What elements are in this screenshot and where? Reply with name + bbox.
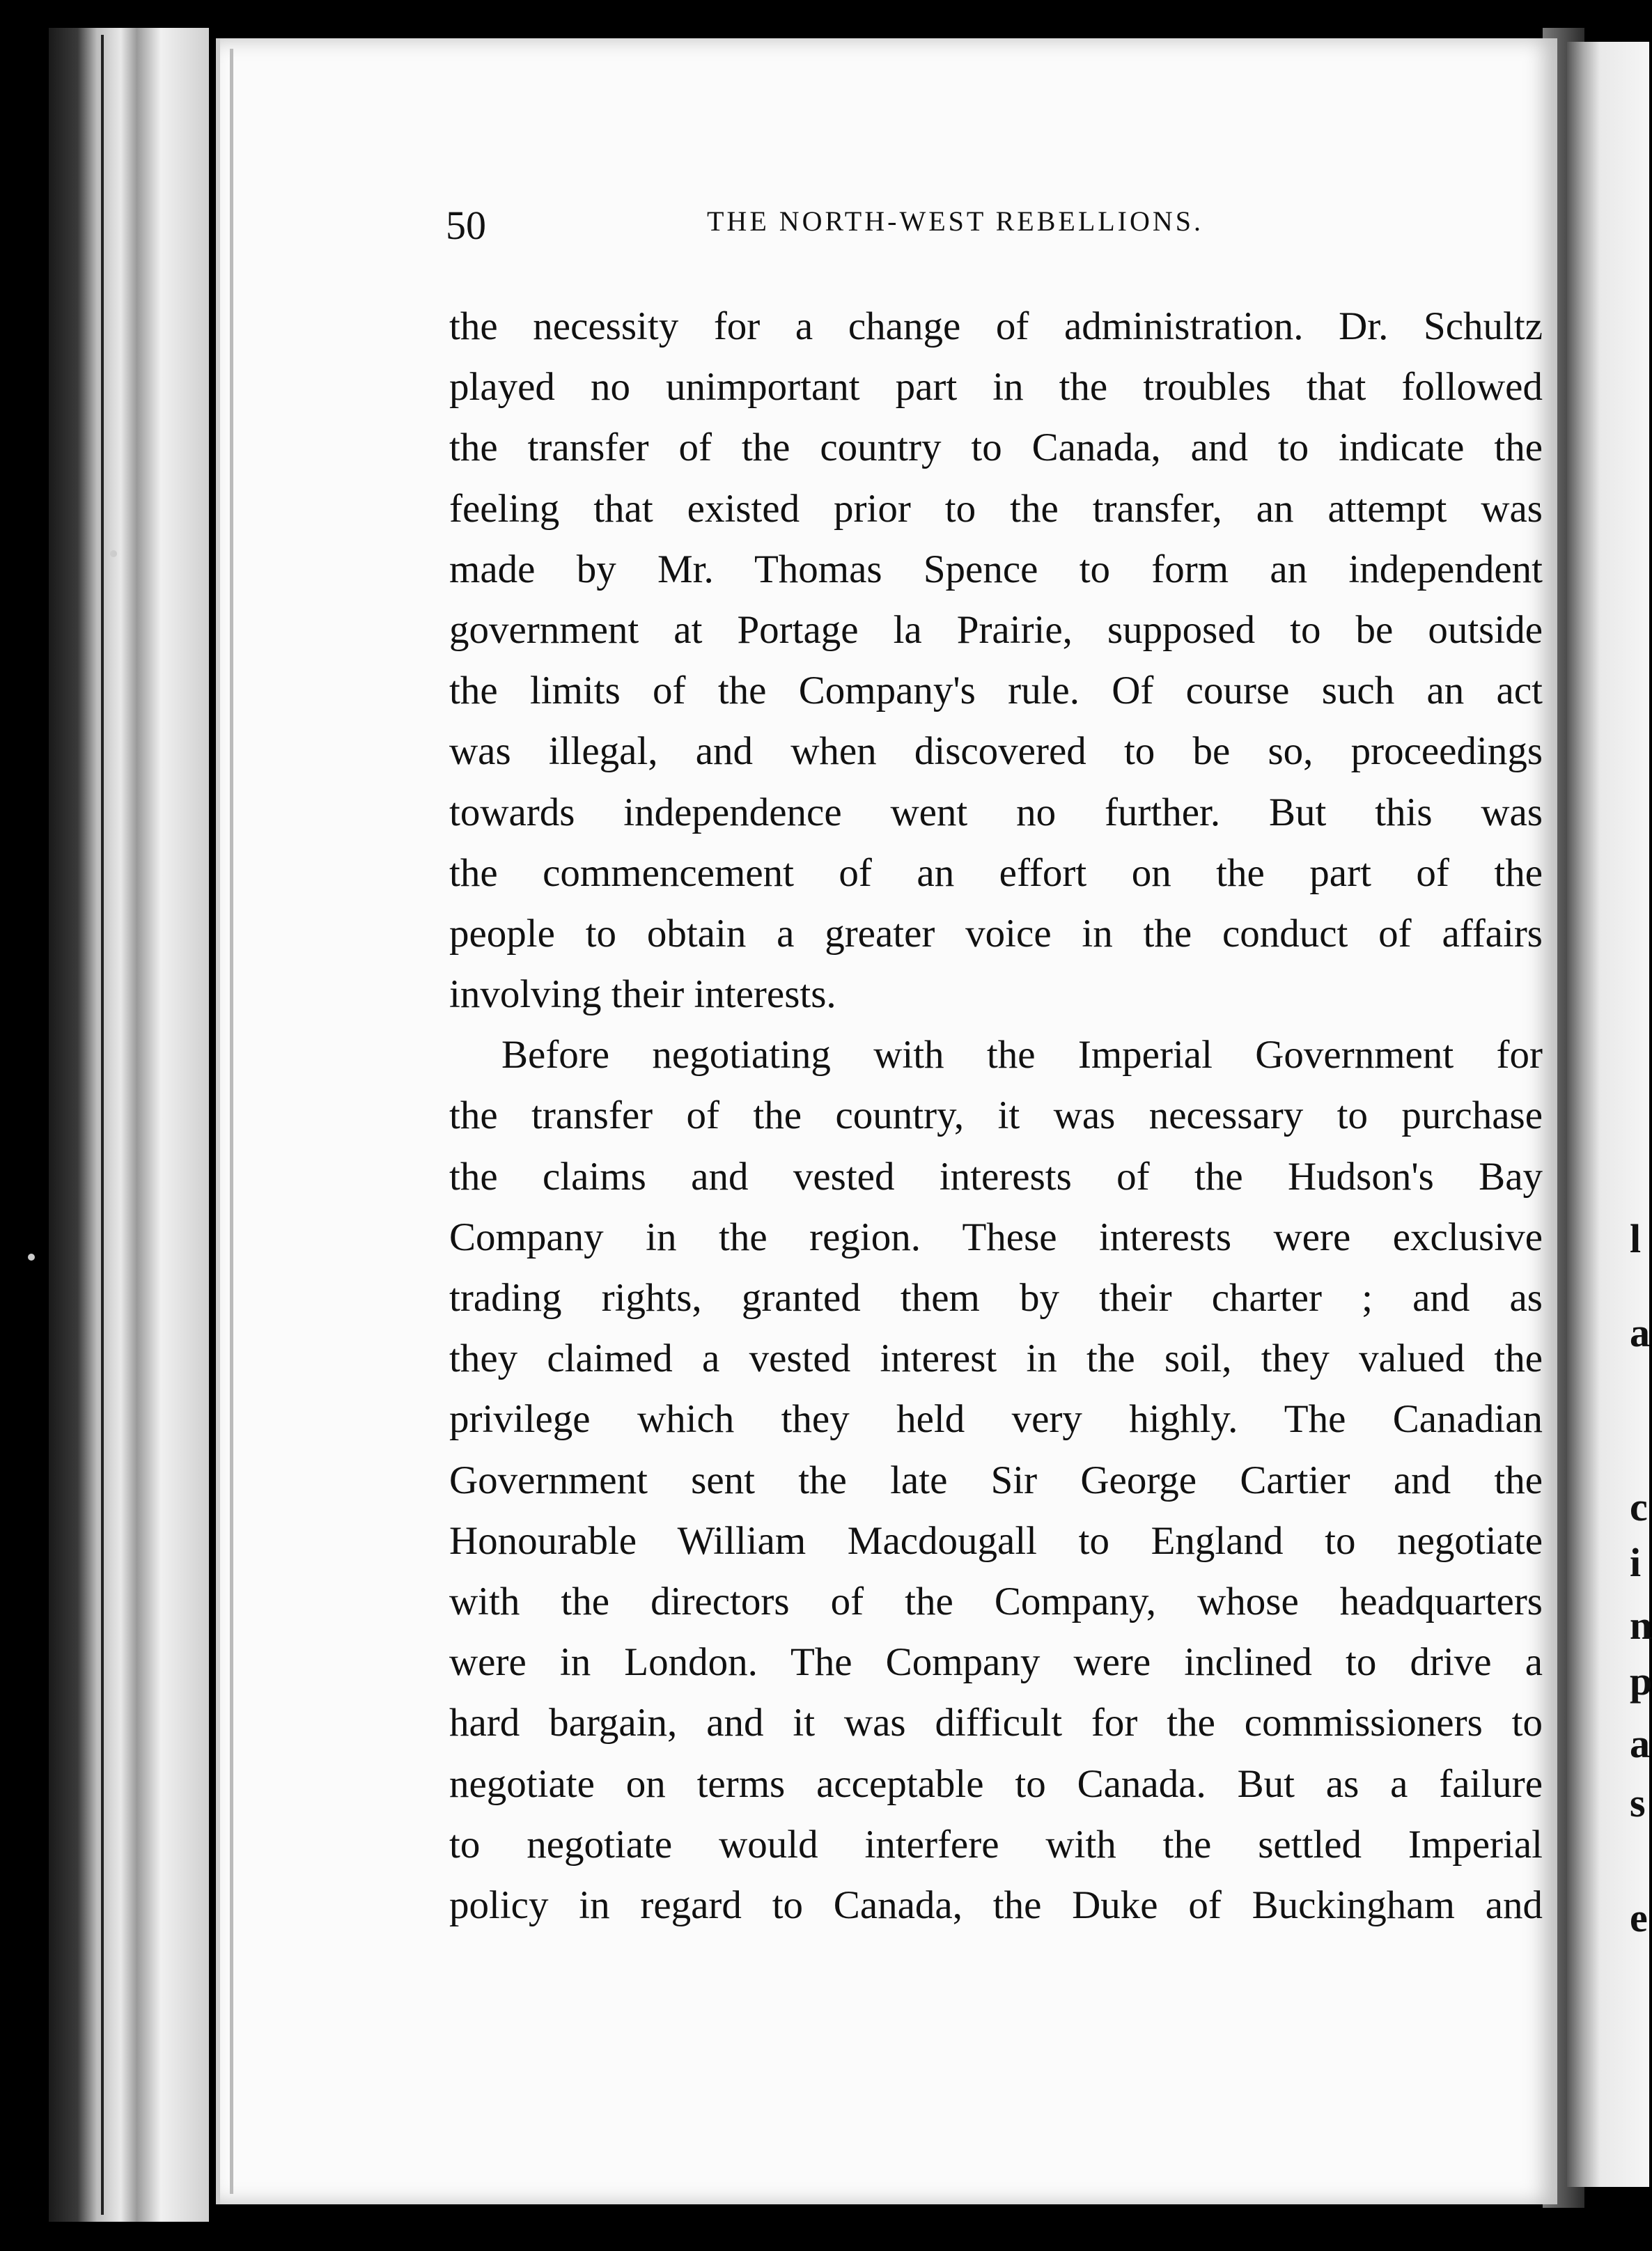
- scan-speck: [28, 1254, 35, 1261]
- text-line: the necessity for a change of administration. Dr. Schultz: [449, 304, 1543, 348]
- text-line: the transfer of the country, it was necessary to purchase: [449, 1093, 1543, 1138]
- text-line: with the directors of the Company, whose headquarters: [449, 1579, 1543, 1623]
- text-line: privilege which they held very highly. The Canadian: [449, 1397, 1543, 1442]
- facing-letter: c: [1630, 1484, 1648, 1529]
- text-line: feeling that existed prior to the transfer, an attempt was: [449, 486, 1543, 531]
- text-line: trading rights, granted them by their charter ; and as: [449, 1276, 1543, 1320]
- text-line: the commencement of an effort on the part of the: [449, 850, 1543, 895]
- text-line: the transfer of the country to Canada, and to indicate the: [449, 426, 1543, 470]
- facing-letter: n: [1630, 1603, 1652, 1648]
- text-line: Company in the region. These interests were exclusive: [449, 1215, 1543, 1259]
- text-line: negotiate on terms acceptable to Canada. But as a failure: [449, 1761, 1543, 1806]
- facing-letter: a: [1630, 1721, 1650, 1766]
- text-line: made by Mr. Thomas Spence to form an independent: [449, 547, 1543, 591]
- text-line: were in London. The Company were inclined to drive a: [449, 1640, 1543, 1685]
- scan-speck: [110, 550, 117, 557]
- text-line: they claimed a vested interest in the soil, they valued the: [449, 1337, 1543, 1381]
- facing-letter: a: [1630, 1310, 1650, 1355]
- running-title: THE NORTH-WEST REBELLIONS.: [707, 205, 1204, 237]
- facing-page-edge: [1567, 42, 1649, 2187]
- text-line: was illegal, and when discovered to be so, proceedings: [449, 729, 1543, 774]
- paragraph-2: [449, 1025, 1543, 1935]
- text-line: Government sent the late Sir George Cartier and the: [449, 1458, 1543, 1502]
- facing-letter: l: [1630, 1216, 1642, 1261]
- text-line: hard bargain, and it was difficult for the commissioners to: [449, 1701, 1543, 1745]
- paragraph-1: [449, 296, 1543, 1025]
- text-line: Honourable William Macdougall to England to negotiate: [449, 1518, 1543, 1563]
- facing-letter: i: [1630, 1540, 1642, 1585]
- page-number: 50: [446, 203, 486, 248]
- text-line: played no unimportant part in the troubles that followed: [449, 365, 1543, 410]
- binding-line: [101, 35, 104, 2215]
- text-line: the limits of the Company's rule. Of course such an act: [449, 669, 1543, 713]
- running-head: [446, 202, 1560, 258]
- facing-letter: e: [1630, 1895, 1648, 1940]
- text-line: to negotiate would interfere with the settled Imperial: [449, 1822, 1543, 1867]
- text-line: government at Portage la Prairie, supposed to be outside: [449, 607, 1543, 652]
- text-line: policy in regard to Canada, the Duke of Buckingham and: [449, 1883, 1543, 1927]
- text-line: Before negotiating with the Imperial Government for: [501, 1033, 1543, 1077]
- left-page-stack: [49, 28, 209, 2222]
- body-text: [449, 296, 1543, 1935]
- page-edge-rule: [230, 49, 233, 2194]
- text-line: towards independence went no further. But this was: [449, 790, 1543, 834]
- text-line: people to obtain a greater voice in the conduct of affairs: [449, 911, 1543, 956]
- text-line: the claims and vested interests of the Hudson's Bay: [449, 1154, 1543, 1199]
- facing-letter: s: [1630, 1780, 1646, 1825]
- text-line: involving their interests.: [449, 972, 836, 1017]
- facing-letter: p: [1630, 1658, 1652, 1704]
